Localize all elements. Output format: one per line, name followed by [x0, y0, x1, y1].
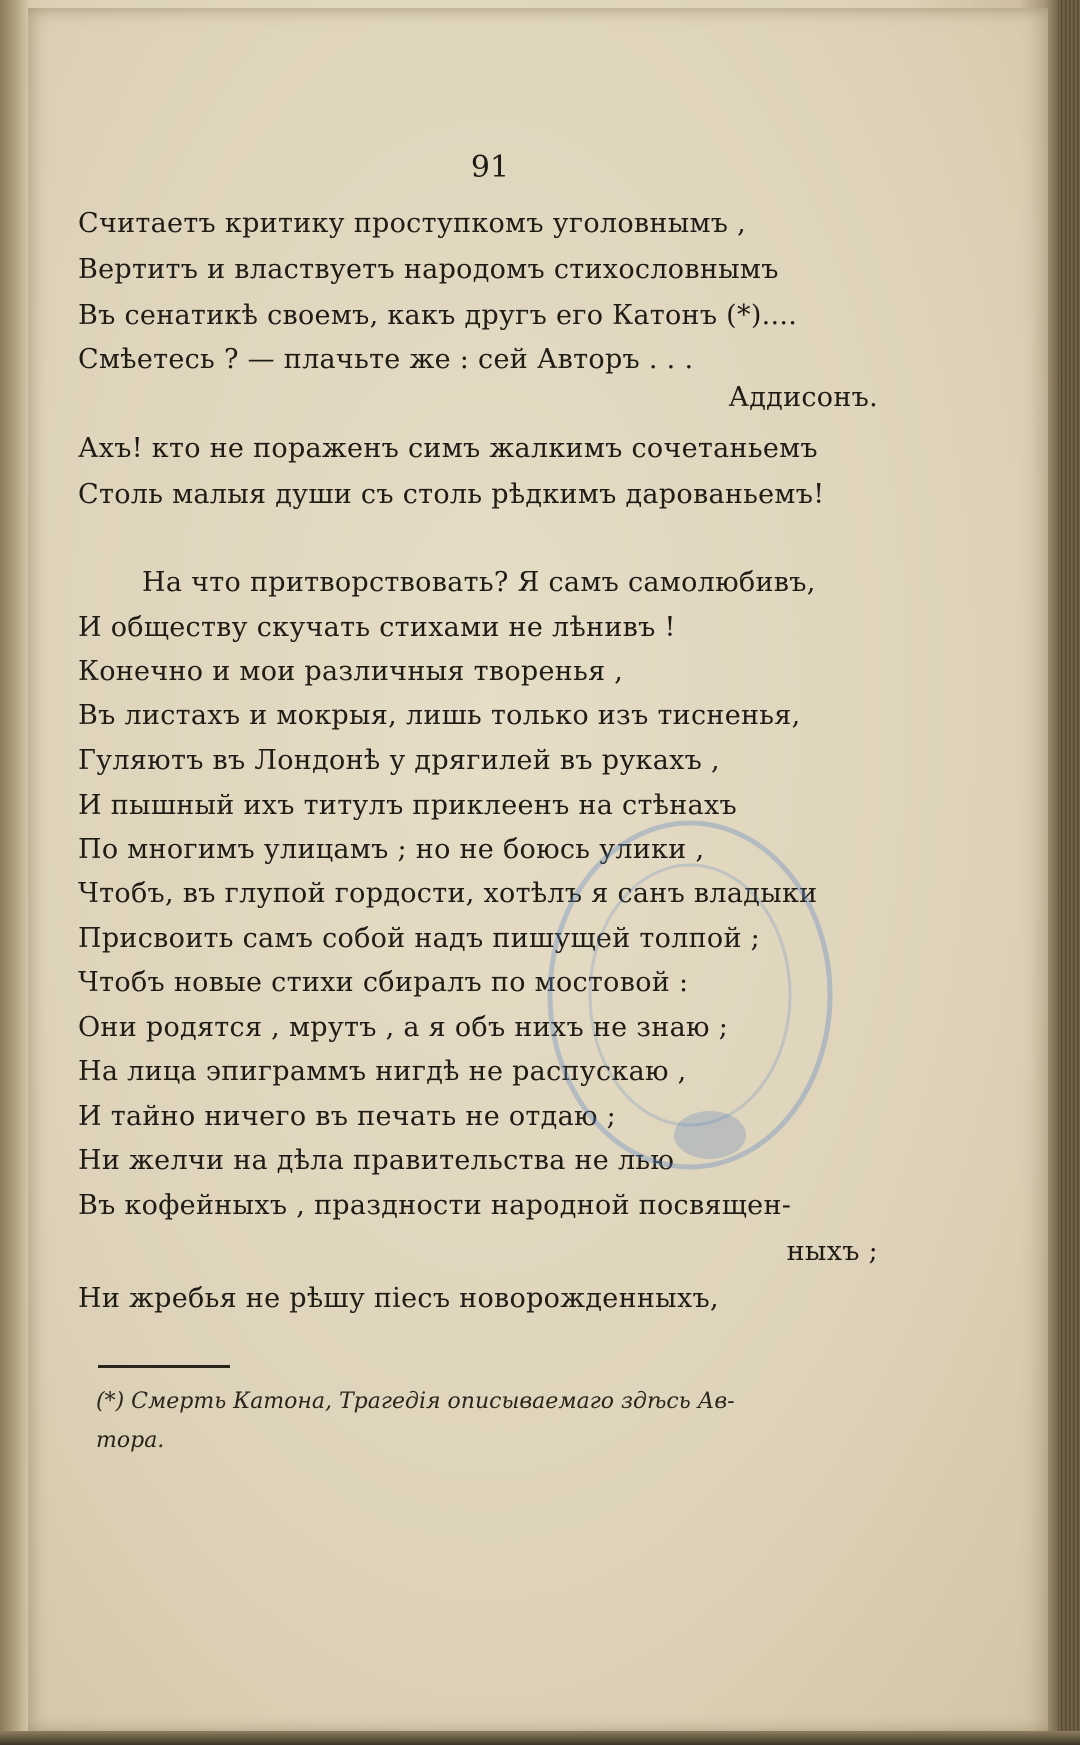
text-line: Считаетъ критику проступкомъ уголовнымъ ,: [78, 208, 747, 239]
text-line: Смѣетесь ? — плачьте же : сей Авторъ . . .: [78, 344, 694, 375]
text-line: ныхъ ;: [786, 1236, 878, 1267]
text-line: На что притворствовать? Я самъ самолюбивъ,: [142, 567, 816, 598]
footnote-rule: [98, 1365, 230, 1368]
bottom-edge: [0, 1731, 1080, 1745]
text-line: Столь малыя души съ столь рѣдкимъ дарованьемъ!: [78, 479, 825, 510]
text-line: Чтобъ новые стихи сбиралъ по мостовой :: [78, 967, 689, 998]
page-edge: [1058, 0, 1080, 1745]
text-line: Аддисонъ.: [728, 382, 878, 413]
text-line: Ахъ! кто не пораженъ симъ жалкимъ сочетаньемъ: [78, 433, 818, 464]
text-line: Въ кофейныхъ , праздности народной посвящен-: [78, 1190, 792, 1221]
text-line: Ни жребья не рѣшу пiесъ новорожденныхъ,: [78, 1283, 719, 1314]
text-line: По многимъ улицамъ ; но не боюсь улики ,: [78, 834, 705, 865]
text-line: Конечно и мои различныя творенья ,: [78, 656, 624, 687]
text-line: И тайно ничего въ печать не отдаю ;: [78, 1101, 617, 1132]
page-number: 91: [470, 150, 510, 185]
text-line: И пышный ихъ титулъ приклеенъ на стѣнахъ: [78, 790, 737, 821]
text-line: Чтобъ, въ глупой гордости, хотѣлъ я санъ владыки: [78, 878, 818, 909]
footnote-line: (*) Смерть Катона, Трагедiя описываемаго здѣсь Ав-: [96, 1389, 735, 1414]
footnote-line: тора.: [96, 1428, 165, 1453]
text-line: Они родятся , мрутъ , а я объ нихъ не знаю ;: [78, 1012, 729, 1043]
text-line: Въ листахъ и мокрыя, лишь только изъ тисненья,: [78, 700, 801, 731]
stamp-inner-ring: [590, 865, 790, 1125]
text-line: Ни желчи на дѣла правительства не лью: [78, 1145, 675, 1176]
text-line: Гуляютъ въ Лондонѣ у дрягилей въ рукахъ ,: [78, 745, 720, 776]
library-stamp: [540, 815, 840, 1175]
text-line: Въ сенатикѣ своемъ, какъ другъ его Катонъ (*)....: [78, 300, 798, 331]
stamp-mark: [674, 1111, 746, 1159]
text-line: Присвоить самъ собой надъ пишущей толпой ;: [78, 923, 761, 954]
text-line: Вертитъ и властвуетъ народомъ стихословнымъ: [78, 254, 779, 285]
text-line: На лица эпиграммъ нигдѣ не распускаю ,: [78, 1056, 687, 1087]
text-line: И обществу скучать стихами не лѣнивъ !: [78, 612, 676, 643]
